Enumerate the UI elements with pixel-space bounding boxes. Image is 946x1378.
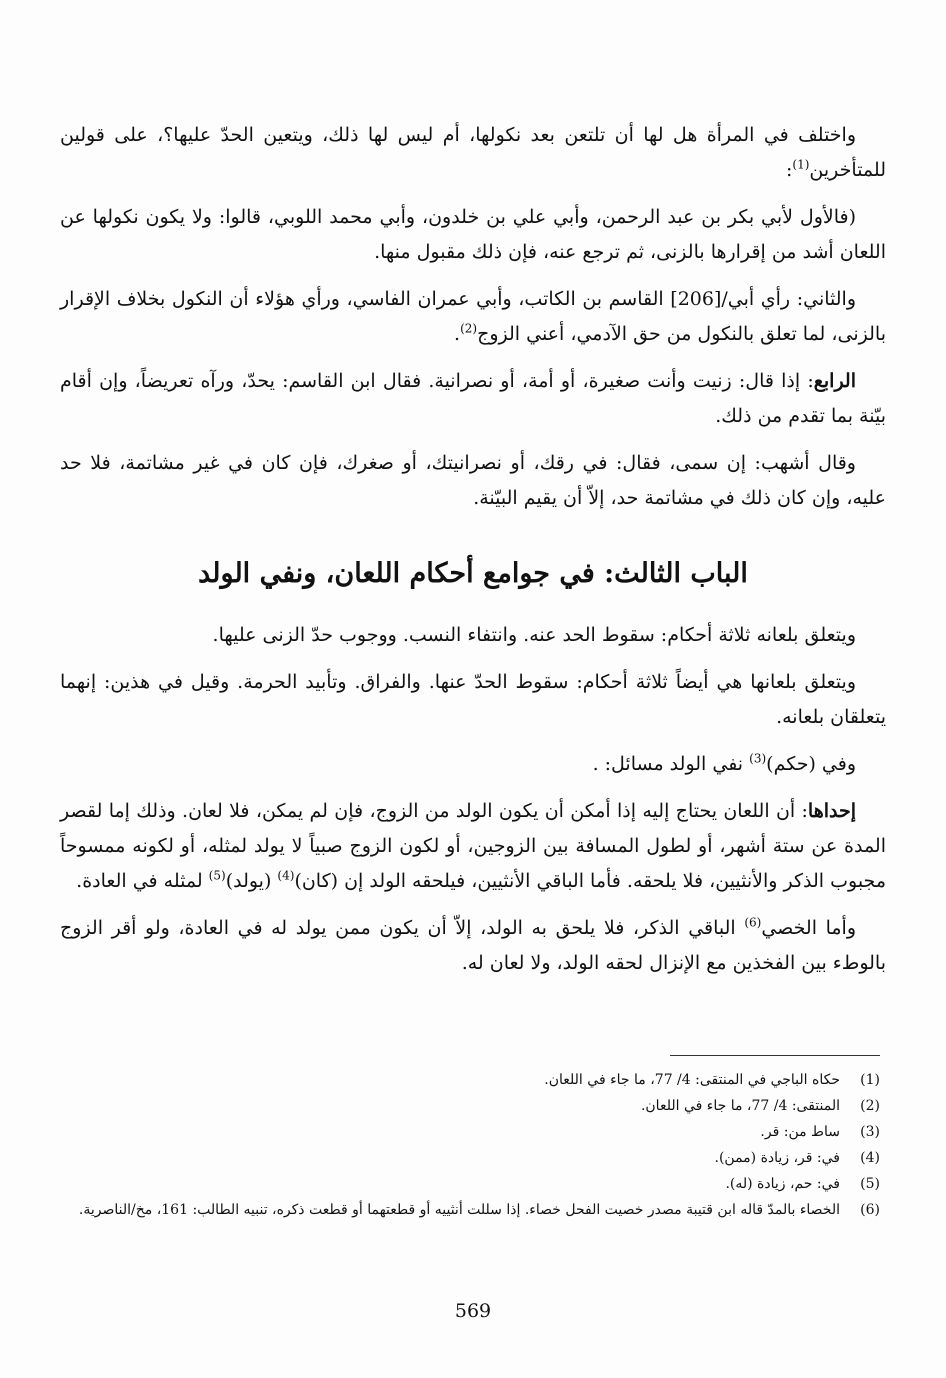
footnotes bbox=[62, 1068, 880, 1224]
footnote-ref[interactable]: (4) bbox=[277, 868, 295, 883]
footnote-item bbox=[62, 1068, 880, 1092]
paragraph-eunuch bbox=[60, 911, 886, 981]
paragraph-his-lian bbox=[60, 618, 886, 653]
paragraph-text: (فالأول لأبي بكر بن عبد الرحمن، وأبي علي بن خلدون، وأبي محمد اللوبي، قالوا: ولا يكون نكولها عن اللعان أشد من إقرارها بالزنى، ثم ترجع عنه، فإن ذلك مقبول منها. bbox=[60, 206, 886, 263]
footnote-item bbox=[62, 1146, 880, 1170]
paragraph-lead-word: إحداها bbox=[807, 800, 856, 822]
paragraph-text: الباقي الذكر، فلا يلحق به الولد، إلاّ أن يكون ممن يولد له في العادة، ولو أقر الزوج بالوطء بين الفخذين مع الإنزال لحقه الولد، ولا لعان له. bbox=[60, 917, 886, 974]
footnote-text: في: قر، زيادة (ممن). bbox=[714, 1150, 840, 1166]
paragraph-text: والثاني: رأي أبي/[206] القاسم بن الكاتب، وأبي عمران الفاسي، ورأي هؤلاء أن النكول بخلاف الإقرار بالزنى، لما تعلق بالنكول من حق الآدمي، أعني الزوج bbox=[60, 288, 886, 345]
footnote-number: (1) bbox=[860, 1072, 880, 1088]
paragraph-text: وأما الخصي bbox=[761, 917, 856, 939]
paragraph-text: : إذا قال: زنيت وأنت صغيرة، أو أمة، أو نصرانية. فقال ابن القاسم: يحدّ، ورآه تعريضاً، وإن أقام بيّنة بما تقدم من ذلك. bbox=[60, 370, 886, 427]
chapter-title: الباب الثالث: في جوامع أحكام اللعان، ونفي الولد bbox=[198, 558, 748, 589]
footnote-item bbox=[62, 1120, 880, 1144]
footnote-text: ساط من: قر. bbox=[760, 1124, 840, 1140]
paragraph-first-opinion bbox=[60, 200, 886, 270]
paragraph-tail: . bbox=[454, 323, 461, 345]
paragraph-disagreement bbox=[60, 118, 886, 188]
paragraph-text: واختلف في المرأة هل لها أن تلتعن بعد نكولها، أم ليس لها ذلك، ويتعين الحدّ عليها؟، على قولين للمتأخرين bbox=[60, 124, 886, 181]
footnote-ref[interactable]: (3) bbox=[749, 751, 767, 766]
paragraph-second-opinion bbox=[60, 282, 886, 352]
paragraph-text: وفي (حكم) bbox=[766, 753, 856, 775]
footnote-divider bbox=[670, 1055, 880, 1056]
main-text bbox=[60, 118, 886, 993]
footnote-ref[interactable]: (5) bbox=[208, 868, 226, 883]
paragraph-lead-word: الرابع bbox=[813, 370, 856, 392]
paragraph-text: وقال أشهب: إن سمى، فقال: في رقك، أو نصرانيتك، أو صغرك، فإن كان في غير مشاتمة، فلا حد عليه، وإن كان ذلك في مشاتمة حد، إلاّ أن يقيم البيّنة. bbox=[60, 452, 886, 509]
footnote-number: (3) bbox=[860, 1124, 880, 1140]
paragraph-ashhab bbox=[60, 446, 886, 516]
footnote-ref[interactable]: (6) bbox=[744, 915, 762, 930]
footnote-item bbox=[62, 1094, 880, 1118]
footnote-ref[interactable]: (1) bbox=[792, 157, 810, 172]
footnote-ref[interactable]: (2) bbox=[460, 321, 478, 336]
footnote-item bbox=[62, 1172, 880, 1196]
paragraph-text: (يولد) bbox=[225, 870, 278, 892]
footnote-text: الخصاء بالمدّ قاله ابن قتيبة مصدر خصيت الفحل خصاء. إذا سللت أنثييه أو قطعتهما أو قطعت ذكره، تنبيه الطالب: 161، مخ/الناصرية. bbox=[78, 1202, 840, 1218]
footnote-text: المنتقى: 4/ 77، ما جاء في اللعان. bbox=[640, 1098, 840, 1114]
page-number: 569 bbox=[454, 1300, 492, 1322]
footnote-number: (4) bbox=[860, 1150, 880, 1166]
paragraph-fourth bbox=[60, 364, 886, 434]
footnote-number: (5) bbox=[860, 1176, 880, 1192]
footnote-text: حكاه الباجي في المنتقى: 4/ 77، ما جاء في اللعان. bbox=[544, 1072, 840, 1088]
footnote-number: (2) bbox=[860, 1098, 880, 1114]
paragraph-text: : أن اللعان يحتاج إليه إذا أمكن أن يكون الولد من الزوج، فإن لم يمكن، فلا لعان. وذلك إما لقصر المدة عن ستة أشهر، أو لطول المسافة بين الزوجين، أو لكون الزوج صبياً لا يولد لمثله، أو لكونه ممسوحاً مجبوب الذكر والأنثيين، فلا يلحقه. فأما الباقي الأنثيين، فيلحقه الولد إن (كان) bbox=[60, 800, 886, 892]
footnote-number: (6) bbox=[860, 1202, 880, 1218]
paragraph-her-lian bbox=[60, 665, 886, 735]
footnote-text: في: حم، زيادة (له). bbox=[725, 1176, 840, 1192]
paragraph-first-issue bbox=[60, 794, 886, 899]
paragraph-text: نفي الولد مسائل: . bbox=[592, 753, 750, 775]
paragraph-tail: : bbox=[786, 159, 793, 181]
paragraph-child-rulings bbox=[60, 747, 886, 782]
paragraph-text: لمثله في العادة. bbox=[76, 870, 209, 892]
paragraph-text: ويتعلق بلعانها هي أيضاً ثلاثة أحكام: سقوط الحدّ عنها. والفراق. وتأبيد الحرمة. وقيل في هذين: إنهما يتعلقان بلعانه. bbox=[60, 671, 886, 728]
paragraph-text: ويتعلق بلعانه ثلاثة أحكام: سقوط الحد عنه. وانتفاء النسب. ووجوب حدّ الزنى عليها. bbox=[212, 624, 856, 646]
footnote-item bbox=[62, 1198, 880, 1222]
